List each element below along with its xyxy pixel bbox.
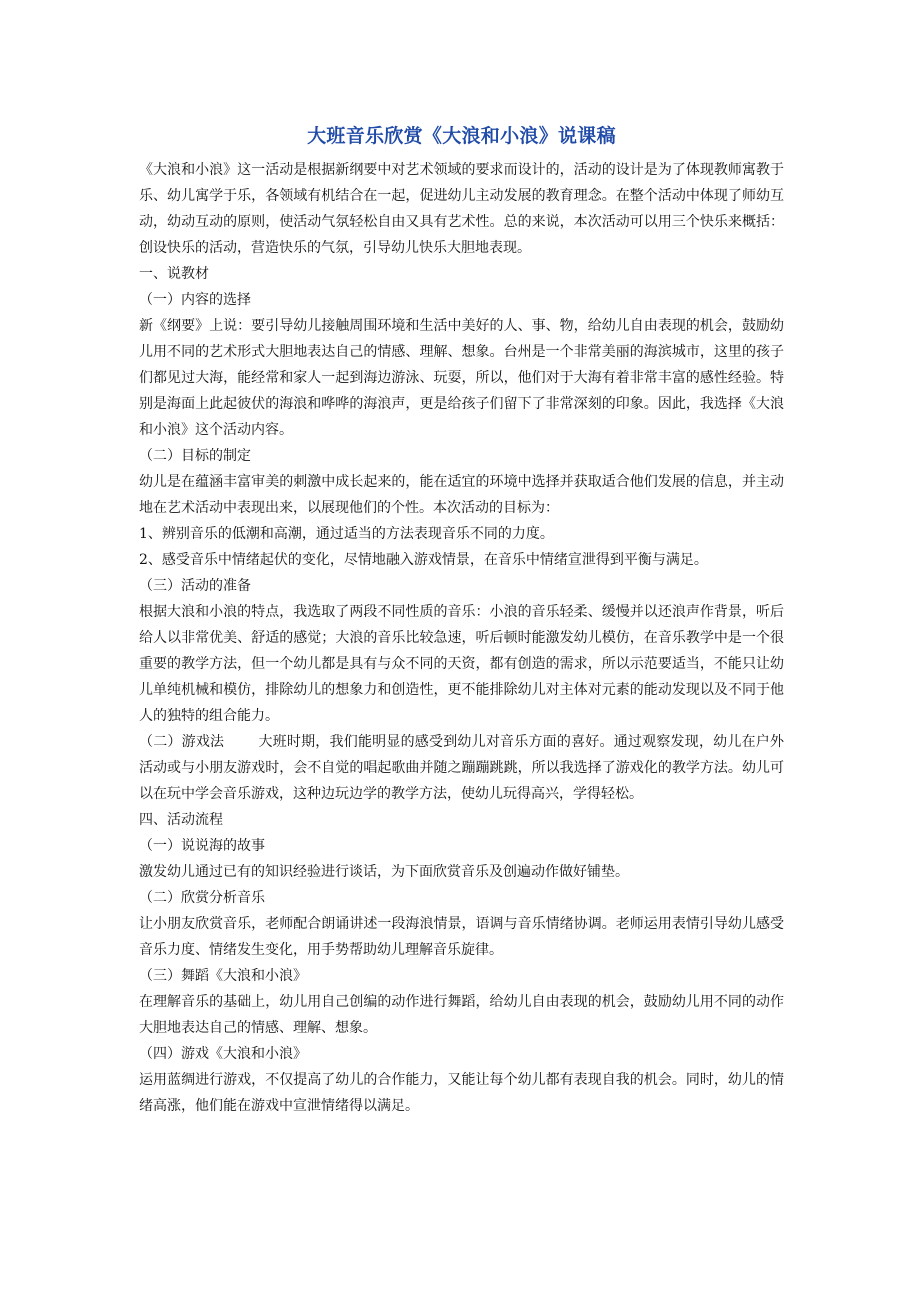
- sea-story-paragraph: 激发幼儿通过已有的知识经验进行谈话，为下面欣赏音乐及创遍动作做好铺垫。: [139, 864, 629, 880]
- game-method-paragraph: [139, 729, 784, 807]
- goal-setting-paragraph: 幼儿是在蕴涵丰富审美的刺激中成长起来的，能在适宜的环境中选择并获取适合他们发展的信息，并主动地在艺术活动中表现出来，以展现他们的个性。本次活动的目标为：: [139, 474, 784, 516]
- goal-item-2: 2、感受音乐中情绪起伏的变化，尽情地融入游戏情景，在音乐中情绪宣泄得到平衡与满足。: [139, 552, 708, 568]
- intro-paragraph: 《大浪和小浪》这一活动是根据新纲要中对艺术领域的要求而设计的，活动的设计是为了体现教师寓教于乐、幼儿寓学于乐，各领域有机结合在一起，促进幼儿主动发展的教育理念。在整个活动中体现了师幼互动，幼动互动的原则，使活动气氛轻松自由又具有艺术性。总的来说，本次活动可以用三个快乐来概括：创设快乐的活动，营造快乐的气氛，引导幼儿快乐大胆地表现。: [139, 162, 784, 256]
- activity-preparation-paragraph: 根据大浪和小浪的特点，我选取了两段不同性质的音乐：小浪的音乐轻柔、缓慢并以还浪声作背景，听后给人以非常优美、舒适的感觉；大浪的音乐比较急速，听后顿时能激发幼儿模仿，在音乐教学中是一个很重要的教学方法，但一个幼儿都是具有与众不同的天资，都有创造的需求，所以示范要适当，不能只让幼儿单纯机械和模仿，排除幼儿的想象力和创造性，更不能排除幼儿对主体对元素的能动发现以及不同于他人的独特的组合能力。: [139, 604, 784, 724]
- game-method-label: （二）游戏法: [139, 734, 225, 750]
- game-method-text: 大班时期，我们能明显的感受到幼儿对音乐方面的喜好。通过观察发现，幼儿在户外活动或与小朋友游戏时，会不自觉的唱起歌曲并随之蹦蹦跳跳，所以我选择了游戏化的教学方法。幼儿可以在玩中学会音乐游戏，这种边玩边学的教学方法，使幼儿玩得高兴，学得轻松。: [139, 734, 785, 802]
- document-title: 大班音乐欣赏《大浪和小浪》说课稿: [307, 125, 616, 147]
- music-analysis-paragraph: 让小朋友欣赏音乐，老师配合朗诵讲述一段海浪情景，语调与音乐情绪协调。老师运用表情引导幼儿感受音乐力度、情绪发生变化，用手势帮助幼儿理解音乐旋律。: [139, 916, 784, 958]
- subheading-goal-setting: （二）目标的制定: [139, 448, 251, 464]
- goal-item-1: 1、辨别音乐的低潮和高潮，通过适当的方法表现音乐不同的力度。: [139, 526, 554, 542]
- document-body: [139, 157, 784, 1119]
- dance-paragraph: 在理解音乐的基础上，幼儿用自己创编的动作进行舞蹈，给幼儿自由表现的机会，鼓励幼儿用不同的动作大胆地表达自己的情感、理解、想象。: [139, 994, 784, 1036]
- subheading-activity-preparation: （三）活动的准备: [139, 578, 251, 594]
- document-page: [139, 0, 784, 1119]
- section-heading-teaching-material: 一、说教材: [139, 266, 209, 282]
- subheading-sea-story: （一）说说海的故事: [139, 838, 265, 854]
- subheading-music-analysis: （二）欣赏分析音乐: [139, 890, 265, 906]
- subheading-dance: （三）舞蹈《大浪和小浪》: [139, 968, 307, 984]
- content-selection-paragraph: 新《纲要》上说：要引导幼儿接触周围环境和生活中美好的人、事、物，给幼儿自由表现的机会，鼓励幼儿用不同的艺术形式大胆地表达自己的情感、理解、想象。台州是一个非常美丽的海滨城市，这里的孩子们都见过大海，能经常和家人一起到海边游泳、玩耍，所以，他们对于大海有着非常丰富的感性经验。特别是海面上此起彼伏的海浪和哗哗的海浪声，更是给孩子们留下了非常深刻的印象。因此，我选择《大浪和小浪》这个活动内容。: [139, 318, 784, 438]
- subheading-content-selection: （一）内容的选择: [139, 292, 251, 308]
- section-heading-activity-flow: 四、活动流程: [139, 812, 223, 828]
- game-paragraph: 运用蓝绸进行游戏，不仅提高了幼儿的合作能力，又能让每个幼儿都有表现自我的机会。同时，幼儿的情绪高涨，他们能在游戏中宣泄情绪得以满足。: [139, 1072, 784, 1114]
- subheading-game: （四）游戏《大浪和小浪》: [139, 1046, 307, 1062]
